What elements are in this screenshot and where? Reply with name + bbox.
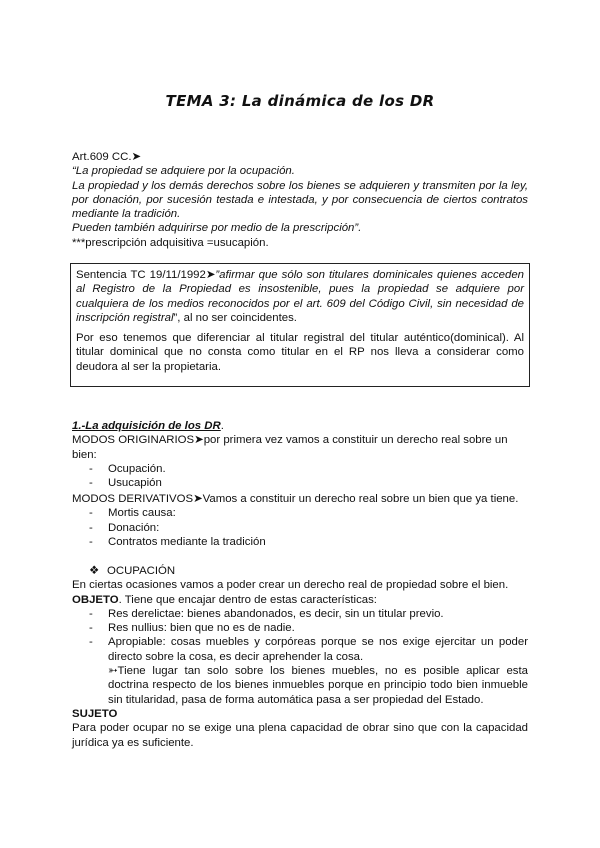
sentencia-suffix: ”, al no ser coincidentes.	[173, 311, 297, 324]
sentencia-text	[76, 268, 524, 325]
list-item: - Apropiable: cosas muebles y corpóreas porque se nos exige ejercitar un poder directo sobre la cosa, es decir aprehender la cosa.	[89, 635, 528, 664]
diamond-bullet-icon: ❖	[89, 565, 100, 577]
objeto-text: . Tiene que encajar dentro de estas características:	[118, 593, 377, 606]
adquisicion-section	[72, 419, 528, 490]
page-title: TEMA 3: La dinámica de los DR	[165, 92, 435, 110]
article-line-1: “La propiedad se adquiere por la ocupación.	[72, 165, 295, 178]
sujeto-label: SUJETO	[72, 707, 118, 720]
list-item: - Res nullius: bien que no es de nadie.	[89, 621, 528, 635]
objeto-subnote: ➳Tiene lugar tan solo sobre los bienes muebles, no es posible aplicar esta doctrina respecto de los bienes inmuebles porque en principio todo bien inmueble sin titularidad, pasa de forma automática pasa a ser propiedad del Estado.	[108, 665, 528, 706]
sentencia-box	[70, 263, 530, 387]
derivativos-section	[72, 492, 528, 549]
ocupacion-intro: En ciertas ocasiones vamos a poder crear un derecho real de propiedad sobre el bien.	[72, 579, 509, 592]
list-item: - Res derelictae: bienes abandonados, es decir, sin un titular previo.	[89, 607, 528, 621]
list-item: - Ocupación.	[89, 462, 528, 476]
modos-derivativos-label: MODOS DERIVATIVOS➤Vamos a constituir un derecho real sobre un bien que ya tiene.	[72, 493, 519, 505]
objeto-list	[72, 607, 528, 664]
ocupacion-section	[72, 564, 528, 750]
list-item: - Donación:	[89, 521, 528, 535]
section-heading: 1.-La adquisición de los DR	[72, 420, 221, 432]
article-reference: Art.609 CC.➤	[72, 151, 142, 163]
article-line-3: Pueden también adquirirse por medio de la prescripción”.	[72, 222, 362, 235]
article-line-2: La propiedad y los demás derechos sobre los bienes se adquieren y transmiten por la ley, por donación, por sucesión testada e intestada, y por consecuencia de ciertos contratos mediante la tradición.	[72, 179, 528, 221]
list-item: - Mortis causa:	[89, 506, 528, 520]
ocupacion-label: OCUPACIÓN	[107, 565, 176, 577]
derivativos-list	[72, 506, 528, 549]
sentencia-prefix: Sentencia TC 19/11/1992➤	[76, 269, 216, 281]
article-section	[72, 150, 528, 250]
section-heading-end: .	[220, 420, 224, 432]
objeto-label: OBJETO	[72, 593, 119, 606]
sujeto-text: Para poder ocupar no se exige una plena capacidad de obrar sino que con la capacidad jurídica ya es suficiente.	[72, 722, 528, 749]
list-item: - Contratos mediante la tradición	[89, 535, 528, 549]
titular-paragraph: Por eso tenemos que diferenciar al titular registral del titular auténtico(dominical). Al titular dominical que no consta como titular en el RP nos lleva a considerar como deudora al ser la propietaria.	[76, 332, 524, 373]
usucapion-note: ***prescripción adquisitiva =usucapión.	[72, 236, 269, 249]
list-item: - Usucapión	[89, 476, 528, 490]
sentencia-quote: ”afirmar que sólo son titulares dominicales quienes acceden al Registro de la Propiedad es insostenible, pues la propiedad se adquiere por cualquiera de los medios reconocidos por el art. 609 del Código Civil, sin necesidad de inscripción registral	[76, 269, 524, 324]
originarios-list	[72, 462, 528, 491]
modos-originarios-label: MODOS ORIGINARIOS➤por primera vez vamos a constituir un derecho real sobre un bien:	[72, 434, 508, 461]
